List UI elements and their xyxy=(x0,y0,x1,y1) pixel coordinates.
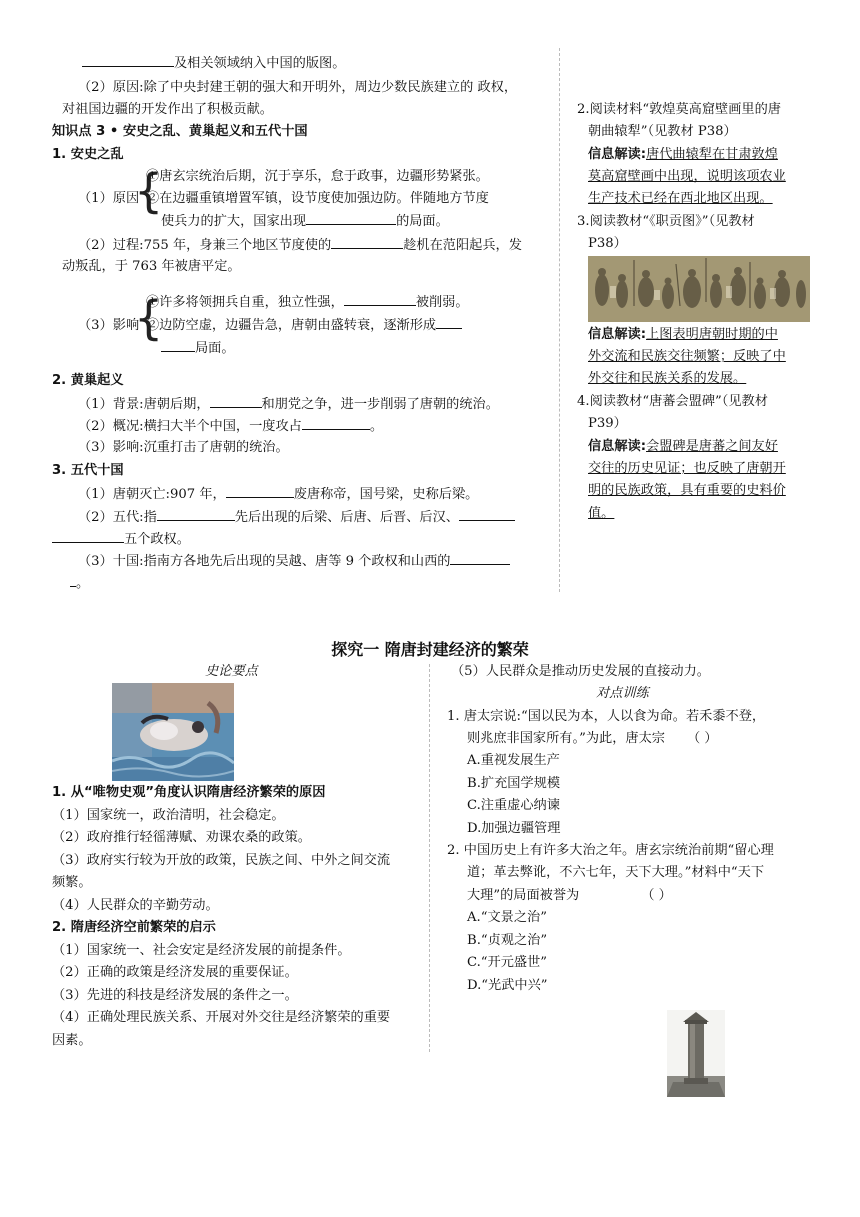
question-1-stem: 1. 唐太宗说:“国以民为本，人以食为命。若禾黍不登， xyxy=(447,709,766,724)
stele-icon xyxy=(667,1010,725,1097)
inspiration-item: （2）正确的政策是经济发展的重要保证。 xyxy=(52,965,298,980)
five-dynasties-heading: 3. 五代十国 xyxy=(52,463,124,478)
five-dynasties-line: （2）五代:指 先后出现的后梁、后唐、后晋、后汉、 xyxy=(78,507,515,528)
answer-blank xyxy=(331,235,403,249)
inspiration-item: （1）国家统一、社会安定是经济发展的前提条件。 xyxy=(52,943,351,958)
answer-blank xyxy=(306,211,396,225)
brace-icon: { xyxy=(134,164,164,218)
ten-kingdoms-line: （3）十国:指南方各地先后出现的吴越、唐等 9 个政权和山西的 xyxy=(78,551,510,572)
inspiration-item: （3）先进的科技是经济发展的条件之一。 xyxy=(52,988,298,1003)
question-1-stem-cont: 则兆庶非国家所有。”为此，唐太宗 （ ） xyxy=(467,731,718,746)
cause-item-2: ②在边疆重镇增置军镇，设节度使加强边防。伴随地方节度 xyxy=(146,191,489,206)
reading-4-title: 4.阅读教材“唐蕃会盟碑”（见教材 xyxy=(577,394,768,409)
practice-subtitle: 对点训练 xyxy=(596,686,649,701)
answer-blank xyxy=(157,507,235,521)
reading-3-interpretation-cont: 外交流和民族交往频繁；反映了中 xyxy=(588,349,786,364)
reason-item: （3）政府实行较为开放的政策，民族之间、中外之间交流 xyxy=(52,853,391,868)
answer-paren: （ ） xyxy=(641,888,672,903)
reading-3-title-cont: P38） xyxy=(588,236,627,251)
answer-blank xyxy=(161,338,195,352)
answer-blank xyxy=(459,507,515,521)
reading-2-interpretation-cont: 莫高窟壁画中出现，说明该项农业 xyxy=(588,169,786,184)
reading-4-interpretation: 信息解读:会盟碑是唐蕃之间友好 xyxy=(588,439,778,454)
impact-line: （3）影响:沉重打击了唐朝的统治。 xyxy=(78,440,289,455)
cause-label: （1）原因 xyxy=(78,191,140,206)
reading-2-interpretation-cont: 生产技术已经在西北地区出现。 xyxy=(588,191,773,206)
cause-item-1: ①唐玄宗统治后期，沉于享乐，怠于政事，边疆形势紧张。 xyxy=(146,169,489,184)
alliance-stele-image xyxy=(667,1010,725,1097)
inspiration-item: （4）正确处理民族关系、开展对外交往是经济繁荣的重要 xyxy=(52,1010,391,1025)
overview-line: （2）概况:横扫大半个中国，一度攻占 。 xyxy=(78,416,383,437)
reason-line: （2）原因:除了中央封建王朝的强大和开明外，周边少数民族建立的 政权， xyxy=(78,80,518,95)
effect-item-1: ①许多将领拥兵自重，独立性强， 被削弱。 xyxy=(146,292,469,313)
reading-4-interpretation-cont: 明的民族政策，具有重要的史料价 xyxy=(588,483,786,498)
q2-option-d[interactable]: D.“光武中兴” xyxy=(467,978,548,993)
q1-option-c[interactable]: C.注重虚心纳谏 xyxy=(467,798,560,813)
reading-4-interpretation-cont: 值。 xyxy=(588,506,615,521)
cause-item-3: 使兵力的扩大，国家出现 的局面。 xyxy=(161,211,449,232)
anshi-rebellion-heading: 1. 安史之乱 xyxy=(52,147,124,162)
column-divider xyxy=(429,664,430,1052)
reading-4-title-cont: P39） xyxy=(588,416,627,431)
reading-2-title: 2.阅读材料“敦煌莫高窟壁画里的唐 xyxy=(577,102,781,117)
answer-blank xyxy=(344,292,416,306)
inspiration-heading: 2. 隋唐经济空前繁荣的启示 xyxy=(52,920,216,935)
history-points-subtitle: 史论要点 xyxy=(205,664,258,679)
answer-blank xyxy=(302,416,370,430)
zhigongtu-painting-icon xyxy=(588,256,810,322)
reasons-heading: 1. 从“唯物史观”角度认识隋唐经济繁荣的原因 xyxy=(52,785,326,800)
five-dynasties-line-cont: 五个政权。 xyxy=(52,529,190,550)
reading-3-title: 3.阅读教材“《职贡图》”（见教材 xyxy=(577,214,755,229)
answer-blank xyxy=(226,484,294,498)
brace-icon: { xyxy=(134,291,164,345)
process-line: （2）过程:755 年，身兼三个地区节度使的 趁机在范阳起兵，发 xyxy=(78,235,522,256)
reason-item: （2）政府推行轻徭薄赋、劝课农桑的政策。 xyxy=(52,830,311,845)
mural-painting-icon xyxy=(112,683,234,781)
answer-blank xyxy=(52,529,124,543)
reading-3-interpretation-cont: 外交往和民族关系的发展。 xyxy=(588,371,747,386)
answer-blank xyxy=(210,394,262,408)
effect-item-2: ②边防空虚，边疆告急，唐朝由盛转衰，逐渐形成 xyxy=(146,315,462,336)
answer-paren: （ ） xyxy=(686,731,718,746)
reading-4-interpretation-cont: 交往的历史见证；也反映了唐朝开 xyxy=(588,461,786,476)
q1-option-d[interactable]: D.加强边疆管理 xyxy=(467,821,561,836)
q2-option-c[interactable]: C.“开元盛世” xyxy=(467,955,548,970)
answer-blank xyxy=(436,315,462,329)
reason-item: （1）国家统一，政治清明，社会稳定。 xyxy=(52,808,285,823)
q2-option-b[interactable]: B.“贞观之治” xyxy=(467,933,548,948)
answer-blank xyxy=(82,53,174,67)
effect-item-3: 局面。 xyxy=(161,338,235,359)
q1-option-a[interactable]: A.重视发展生产 xyxy=(467,753,560,768)
territory-line: 及相关领域纳入中国的版图。 xyxy=(82,53,345,74)
reading-3-interpretation: 信息解读:上图表明唐朝时期的中 xyxy=(588,327,778,342)
reading-2-interpretation: 信息解读:唐代曲辕犁在甘肃敦煌 xyxy=(588,147,778,162)
ten-kingdoms-line-cont: 。 xyxy=(70,573,89,594)
reason-item-cont: 频繁。 xyxy=(52,875,92,890)
reason-line-cont: 对祖国边疆的开发作出了积极贡献。 xyxy=(62,102,273,117)
reason-item: （4）人民群众的辛勤劳动。 xyxy=(52,898,219,913)
q1-option-b[interactable]: B.扩充国学规模 xyxy=(467,776,561,791)
question-2-stem-cont: 道；革去弊讹，不六七年，天下大理。”材料中“天下 xyxy=(467,865,765,880)
inspiration-item-cont: 因素。 xyxy=(52,1033,92,1048)
effect-label: （3）影响 xyxy=(78,318,140,333)
question-2-stem: 2. 中国历史上有许多大治之年。唐玄宗统治前期“留心理 xyxy=(447,843,774,858)
answer-blank xyxy=(450,551,510,565)
tang-fall-line: （1）唐朝灭亡:907 年， 废唐称帝，国号梁，史称后梁。 xyxy=(78,484,478,505)
huangchao-heading: 2. 黄巢起义 xyxy=(52,373,124,388)
question-2-stem-cont: 大理”的局面被誉为 （ ） xyxy=(467,888,672,903)
q2-option-a[interactable]: A.“文景之治” xyxy=(467,910,547,925)
mural-painting-image xyxy=(112,683,234,781)
reading-2-title-cont: 朝曲辕犁”（见教材 P38） xyxy=(588,124,737,139)
zhigongtu-painting-image xyxy=(588,256,810,322)
section-title: 探究一 隋唐封建经济的繁荣 xyxy=(331,640,529,659)
column-divider xyxy=(559,48,560,592)
point-5: （5）人民群众是推动历史发展的直接动力。 xyxy=(451,664,710,679)
process-line-cont: 动叛乱，于 763 年被唐平定。 xyxy=(62,259,241,274)
background-line: （1）背景:唐朝后期， 和朋党之争，进一步削弱了唐朝的统治。 xyxy=(78,394,499,415)
knowledge-point-3-title: 知识点 3 • 安史之乱、黄巢起义和五代十国 xyxy=(52,124,308,139)
